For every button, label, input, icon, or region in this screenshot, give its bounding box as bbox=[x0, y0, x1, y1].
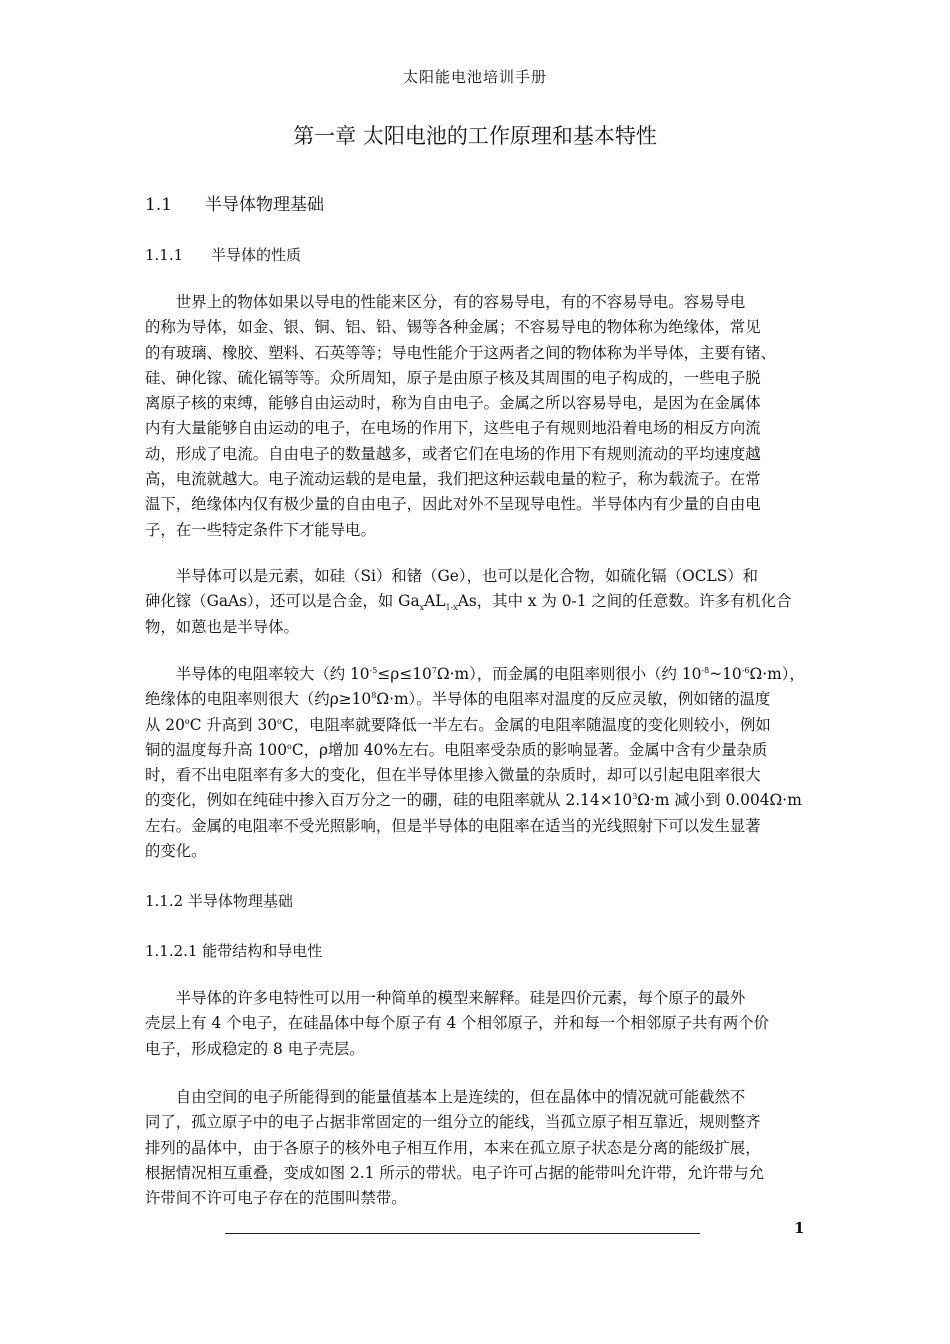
text-run: 的变化，例如在纯硅中掺入百万分之一的硼，硅的电阻率就从 2.14×10 bbox=[145, 791, 633, 810]
page-number: 1 bbox=[794, 1219, 805, 1237]
text-line: 离原子核的束缚，能够自由运动时，称为自由电子。金属之所以容易导电，是因为在金属体 bbox=[145, 394, 761, 413]
text-line bbox=[145, 713, 807, 738]
text-run: Ω·m）， bbox=[749, 665, 805, 683]
text-line: 温下，绝缘体内仅有极少量的自由电子，因此对外不呈现导电性。半导体内有少量的自由电 bbox=[145, 495, 761, 514]
section-title: 半导体物理基础 bbox=[205, 195, 324, 215]
text-line: 的称为导体，如金、银、铜、铝、铅、锡等各种金属；不容易导电的物体称为绝缘体，常见 bbox=[145, 318, 761, 337]
text-run: 半导体的电阻率较大（约 10 bbox=[175, 665, 370, 683]
text-line bbox=[145, 662, 807, 687]
superscript: o bbox=[277, 716, 282, 726]
text-run: C，电阻率就要降低一半左右。金属的电阻率随温度的变化则较小，例如 bbox=[281, 715, 771, 734]
subscript: 1-x bbox=[445, 603, 458, 613]
text-line bbox=[145, 687, 807, 712]
text-line: 时，看不出电阻率有多大的变化，但在半导体里掺入微量的杂质时，却可以引起电阻率很大 bbox=[145, 766, 761, 785]
superscript: -8 bbox=[701, 665, 710, 675]
superscript: 3 bbox=[632, 792, 638, 802]
text-line: 子，在一些特定条件下才能导电。 bbox=[145, 520, 376, 539]
footer-divider bbox=[225, 1233, 700, 1234]
paragraph-materials bbox=[145, 564, 807, 640]
text-line bbox=[145, 738, 807, 763]
text-line bbox=[145, 589, 807, 614]
text-run: 铜的温度每升高 100 bbox=[145, 740, 288, 759]
text-line bbox=[145, 788, 807, 813]
text-line: 排列的晶体中，由于各原子的核外电子相互作用，本来在孤立原子状态是分离的能级扩展， bbox=[145, 1138, 761, 1157]
text-line: 许带间不许可电子存在的范围叫禁带。 bbox=[145, 1189, 407, 1208]
section-heading-1-1 bbox=[145, 190, 324, 215]
text-line: 壳层上有 4 个电子，在硅晶体中每个原子有 4 个相邻原子，并和每一个相邻原子共有两个价 bbox=[145, 1014, 769, 1033]
text-line: 的有玻璃、橡胶、塑料、石英等等；导电性能介于这两者之间的物体称为半导体，主要有锗、 bbox=[145, 343, 777, 362]
section-number: 1.1 bbox=[145, 195, 173, 215]
text-run: C，ρ增加 40%左右。电阻率受杂质的影响显著。金属中含有少量杂质 bbox=[291, 740, 768, 759]
text-line: 内有大量能够自由运动的电子，在电场的作用下，这些电子有规则地沿着电场的相反方向流 bbox=[145, 419, 761, 438]
superscript: 8 bbox=[371, 691, 377, 701]
superscript: -6 bbox=[741, 665, 750, 675]
text-run: Ω·m）。半导体的电阻率对温度的反应灵敏，例如锗的温度 bbox=[376, 690, 771, 709]
section-title: 半导体的性质 bbox=[211, 246, 302, 264]
text-line: 半导体可以是元素，如硅（Si）和锗（Ge），也可以是化合物，如硫化镉（OCLS）和 bbox=[175, 567, 759, 585]
text-run: As，其中 x 为 0-1 之间的任意数。许多有机化合 bbox=[457, 592, 792, 611]
text-run: 绝缘体的电阻率则很大（约ρ≥10 bbox=[145, 690, 372, 709]
section-heading-1-1-2: 1.1.2 半导体物理基础 bbox=[145, 892, 293, 910]
paragraph-band-model bbox=[145, 986, 807, 1062]
text-line: 物，如蒽也是半导体。 bbox=[145, 617, 299, 636]
text-line: 电子，形成稳定的 8 电子壳层。 bbox=[145, 1039, 365, 1058]
text-line: 同了，孤立原子中的电子占据非常固定的一组分立的能线，当孤立原子相互靠近，规则整齐 bbox=[145, 1113, 761, 1132]
text-run: 砷化镓（GaAs），还可以是合金，如 Ga bbox=[145, 592, 420, 611]
superscript: -5 bbox=[369, 665, 378, 675]
paragraph-resistivity bbox=[145, 662, 807, 864]
text-run: ~10 bbox=[709, 665, 742, 683]
text-line: 硅、砷化镓、硫化镉等等。众所周知，原子是由原子核及其周围的电子构成的，一些电子脱 bbox=[145, 368, 761, 387]
paragraph-energy-bands bbox=[145, 1085, 807, 1211]
text-run: Ω·m 减小到 0.004Ω·m bbox=[637, 791, 802, 810]
text-line: 的变化。 bbox=[145, 842, 207, 861]
text-run: C 升高到 30 bbox=[189, 715, 278, 734]
subscript: x bbox=[419, 603, 425, 613]
text-run: ≤ρ≤10 bbox=[377, 665, 432, 683]
section-heading-1-1-1 bbox=[145, 244, 301, 265]
text-line: 动，形成了电流。自由电子的数量越多，或者它们在电场的作用下有规则流动的平均速度越 bbox=[145, 444, 761, 463]
running-header: 太阳能电池培训手册 bbox=[402, 68, 547, 86]
text-line: 半导体的许多电特性可以用一种简单的模型来解释。硅是四价元素，每个原子的最外 bbox=[175, 989, 746, 1007]
superscript: o bbox=[184, 716, 190, 726]
section-number: 1.1.1 bbox=[145, 246, 184, 264]
superscript: 7 bbox=[431, 665, 437, 675]
text-line: 左右。金属的电阻率不受光照影响，但是半导体的电阻率在适当的光线照射下可以发生显著 bbox=[145, 816, 761, 835]
text-line: 高，电流就越大。电子流动运载的是电量，我们把这种运载电量的粒子，称为载流子。在常 bbox=[145, 470, 761, 489]
text-line: 世界上的物体如果以导电的性能来区分，有的容易导电，有的不容易导电。容易导电 bbox=[175, 293, 746, 311]
text-run: Ω·m），而金属的电阻率则很小（约 10 bbox=[436, 665, 702, 683]
superscript: o bbox=[287, 741, 292, 751]
text-run: 从 20 bbox=[145, 715, 185, 734]
section-heading-1-1-2-1: 1.1.2.1 能带结构和导电性 bbox=[145, 942, 323, 960]
chapter-title: 第一章 太阳电池的工作原理和基本特性 bbox=[293, 124, 657, 148]
text-run: AL bbox=[424, 592, 446, 611]
text-line: 根据情况相互重叠，变成如图 2.1 所示的带状。电子许可占据的能带叫允许带，允许带与允 bbox=[145, 1163, 765, 1182]
paragraph-properties bbox=[145, 290, 807, 543]
text-line: 自由空间的电子所能得到的能量值基本上是连续的，但在晶体中的情况就可能截然不 bbox=[175, 1088, 746, 1106]
